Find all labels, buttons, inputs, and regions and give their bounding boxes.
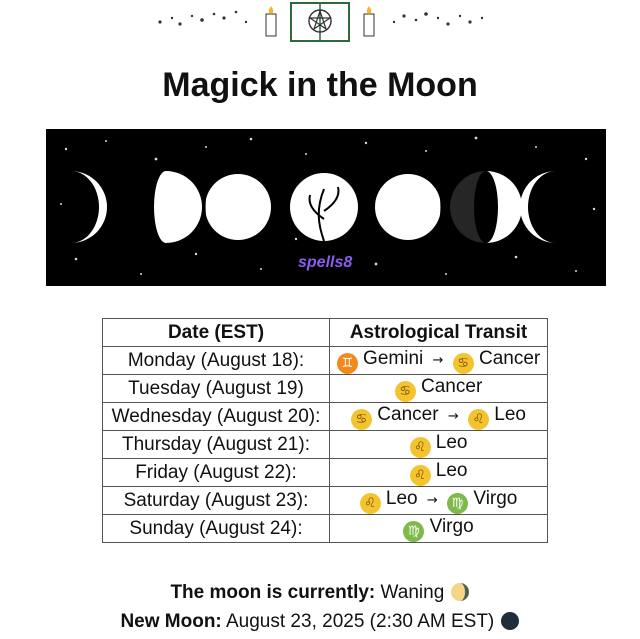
current-moon-label: The moon is currently:: [170, 582, 376, 603]
transit-cell: [330, 375, 548, 403]
virgo-icon: ♍: [403, 521, 424, 542]
new-moon-status: [0, 611, 640, 633]
new-moon-label: New Moon:: [120, 611, 222, 632]
table-row: [103, 459, 548, 487]
sign: Cancer: [421, 375, 483, 397]
table-row: [103, 403, 548, 431]
date-cell: Saturday (August 23):: [103, 487, 330, 515]
arrow-icon: →: [447, 408, 459, 424]
virgo-icon: ♍: [447, 493, 468, 514]
spells8-logo: spells8: [298, 254, 353, 271]
gemini-icon: ♊: [337, 353, 358, 374]
sign-from: Cancer: [377, 403, 439, 425]
date-cell: Wednesday (August 20):: [103, 403, 330, 431]
cancer-icon: ♋: [351, 409, 372, 430]
date-cell: Friday (August 22):: [103, 459, 330, 487]
header-date: Date (EST): [103, 319, 330, 347]
header-transit: Astrological Transit: [330, 319, 548, 347]
candle-right-icon: [364, 6, 374, 36]
sign-to: Virgo: [473, 487, 518, 509]
table-row: [103, 347, 548, 375]
moon-phase-full-icon: [290, 173, 358, 241]
leo-icon: ♌: [410, 437, 431, 458]
sign-to: Leo: [494, 403, 526, 425]
moon-phases-banner: [46, 129, 606, 286]
table-row: [103, 375, 548, 403]
sign: Leo: [435, 431, 468, 453]
new-moon-value: August 23, 2025 (2:30 AM EST): [226, 611, 495, 632]
cancer-icon: ♋: [453, 353, 474, 374]
stars-right-decoration: [393, 12, 483, 25]
transit-cell: [330, 403, 548, 431]
date-cell: Monday (August 18):: [103, 347, 330, 375]
date-cell: Tuesday (August 19): [103, 375, 330, 403]
transit-cell: [330, 515, 548, 543]
sign-from: Gemini: [363, 347, 424, 369]
arrow-icon: →: [432, 352, 444, 368]
sign: Virgo: [429, 515, 474, 537]
page-title: Magick in the Moon: [162, 66, 478, 104]
new-moon-icon: [500, 611, 520, 631]
candle-left-icon: [266, 6, 276, 36]
current-moon-value: Waning: [380, 582, 445, 603]
sign-from: Leo: [385, 487, 418, 509]
current-moon-status: [0, 582, 640, 604]
sign-to: Cancer: [478, 347, 541, 369]
transit-table: [102, 318, 548, 543]
stars-left-decoration: [158, 11, 247, 26]
leo-icon: ♌: [360, 493, 381, 514]
transit-cell: [330, 347, 548, 375]
leo-icon: ♌: [468, 409, 489, 430]
date-cell: Sunday (August 24):: [103, 515, 330, 543]
leo-icon: ♌: [410, 465, 431, 486]
transit-cell: [330, 459, 548, 487]
transit-cell: [330, 431, 548, 459]
table-row: [103, 431, 548, 459]
date-cell: Thursday (August 21):: [103, 431, 330, 459]
table-row: [103, 515, 548, 543]
cancer-icon: ♋: [395, 381, 416, 402]
arrow-icon: →: [426, 492, 438, 508]
sign: Leo: [435, 459, 468, 481]
table-header-row: [103, 319, 548, 347]
table-row: [103, 487, 548, 515]
transit-cell: [330, 487, 548, 515]
book-pentacle-icon: [291, 3, 349, 41]
waning-moon-icon: [450, 582, 470, 602]
header-ornament: [150, 0, 490, 44]
